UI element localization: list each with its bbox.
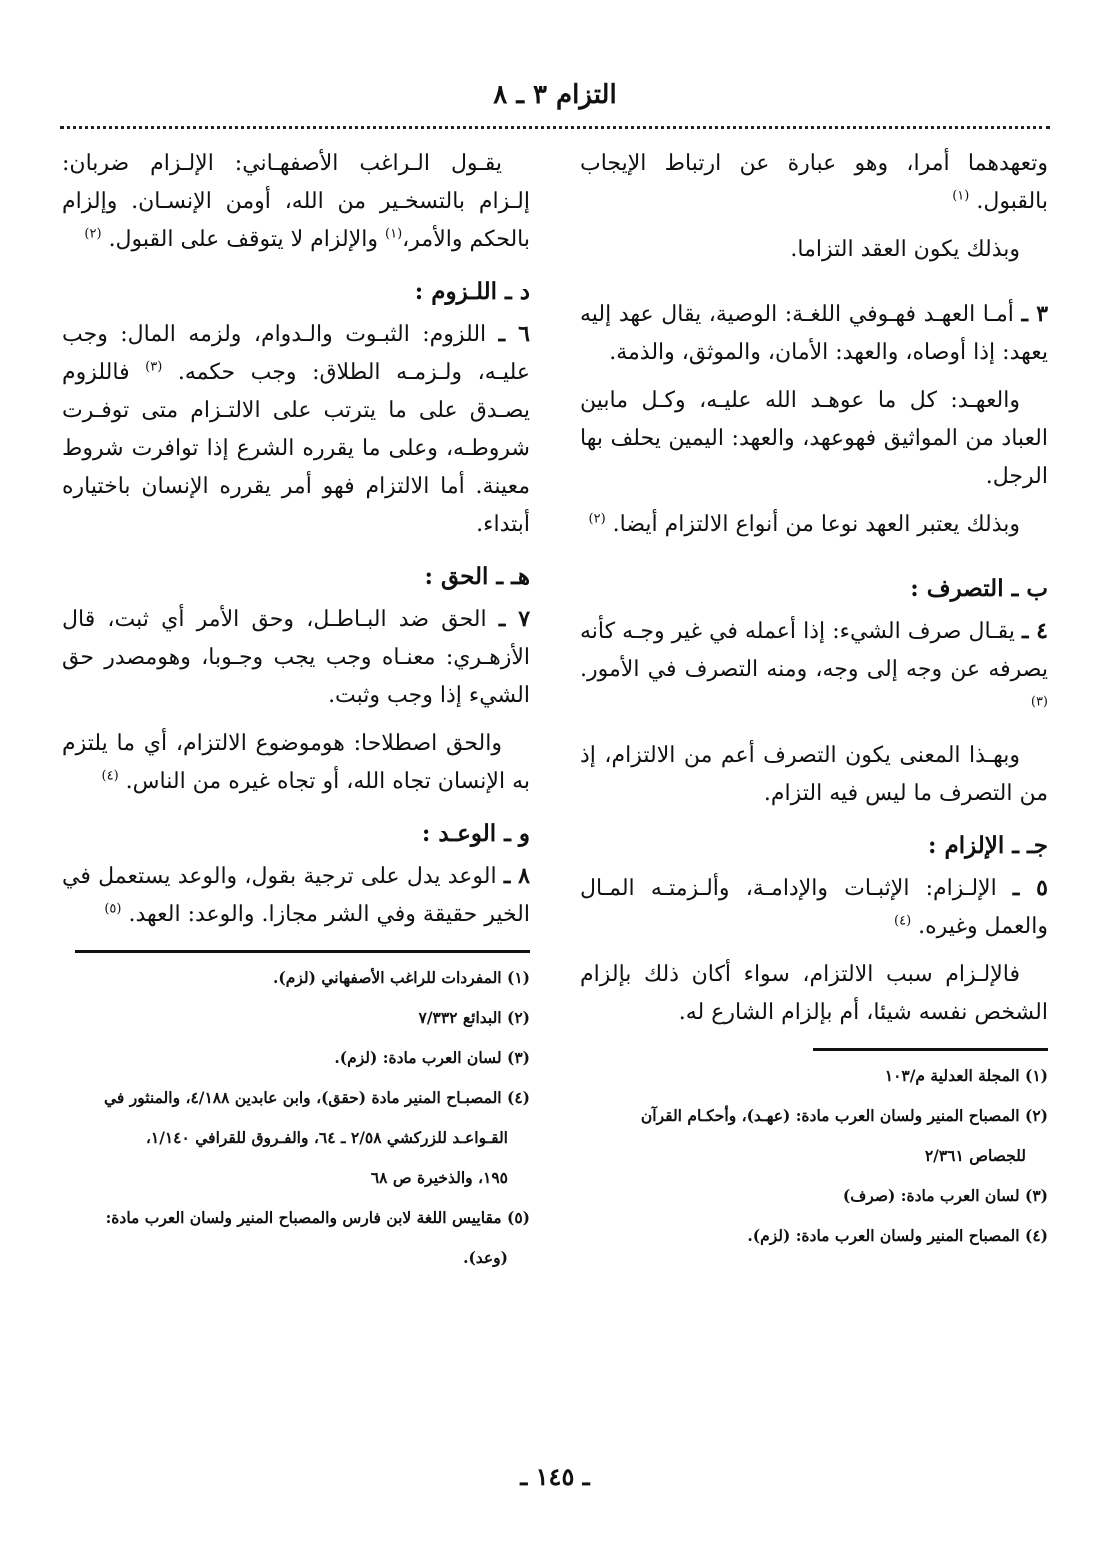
- paragraph-number: ٥ ـ: [1012, 875, 1048, 901]
- paragraph: ٤ ـ يقـال صرف الشيء: إذا أعمله في غير وجـه كأنه يصرفه عن وجه إلى وجه، ومنه التصرف في الأمور. $^{(٣)}$: [580, 618, 1048, 710]
- page-number: ـ ١٤٥ ـ: [520, 1462, 590, 1491]
- footnote: (٤) المصباح المنير ولسان العرب مادة: (لزم).: [747, 1226, 1048, 1245]
- footnote: (٣) لسان العرب مادة: (صرف): [842, 1186, 1048, 1205]
- left-column: [62, 145, 530, 1283]
- footnote-separator: [813, 1048, 1048, 1051]
- footnote-ref: (٣): [145, 359, 163, 375]
- paragraph-number: ٧ ـ: [498, 606, 531, 632]
- running-header: التزام ٣ ـ ٨: [493, 80, 617, 110]
- paragraph: وتعهدهما أمرا، وهو عبارة عن ارتباط الإيجاب بالقبول. $^{(١)}$: [580, 151, 1048, 214]
- section-heading: ب ـ التصرف :: [910, 575, 1048, 602]
- footnote: (٢) البدائع ٧/٣٣٢: [418, 1008, 530, 1027]
- paragraph: ٦ ـ اللزوم: الثبـوت والـدوام، ولزمه المال: وجب عليـه، ولـزمـه الطلاق: وجب حكمه. $^{(٣)}$ فاللزوم يصـدق على ما يترتب على الالتـزام متى توفـرت شروطـه، وعلى ما يقرره الشرع إذا توافرت شروط معينة. أما الالتزام فهو أمر يقرره الإنسان باختياره أبتداء.: [62, 321, 530, 537]
- section-heading: هـ ـ الحق :: [424, 563, 530, 590]
- paragraph-number: ٦ ـ: [498, 321, 530, 347]
- paragraph: فالإلـزام سبب الالتزام، سواء أكان ذلك بإلزام الشخص نفسه شيئا، أم بإلزام الشارع له.: [580, 962, 1048, 1025]
- footnote: (١) المفردات للراغب الأصفهاني (لزم).: [273, 968, 530, 987]
- paragraph: والعهـد: كل ما عوهـد الله عليـه، وكـل مابين العباد من المواثيق فهوعهد، والعهد: اليمين يحلف بها الرجل.: [580, 388, 1048, 489]
- header-dotted-rule: [60, 126, 1050, 129]
- paragraph: والحق اصطلاحا: هوموضوع الالتزام، أي ما يلتزم به الإنسان تجاه الله، أو تجاه غيره من الناس. $^{(٤)}$: [62, 731, 530, 794]
- paragraph: وبذلك يعتبر العهد نوعا من أنواع الالتزام أيضا. $^{(٢)}$: [588, 511, 1020, 537]
- footnote-continuation: القـواعـد للزركشي ٢/٥٨ ـ ٦٤، والفـروق للقرافي ١/١٤٠،: [145, 1128, 508, 1147]
- paragraph: ٨ ـ الوعد يدل على ترجية بقول، والوعد يستعمل في الخير حقيقة وفي الشر مجازا. والوعد: العهد. $^{(٥)}$: [62, 863, 530, 927]
- paragraph-number: ٣ ـ: [1021, 301, 1049, 327]
- paragraph-number: ٤ ـ: [1021, 618, 1048, 644]
- footnote-ref: (٤): [101, 768, 119, 784]
- footnote-continuation: للجصاص ٢/٣٦١: [924, 1146, 1026, 1165]
- footnote-continuation: ١٩٥، والذخيرة ص ٦٨: [370, 1168, 508, 1187]
- paragraph: وبذلك يكون العقد التزاما.: [790, 237, 1020, 262]
- footnote-ref: (١): [385, 226, 403, 242]
- paragraph: وبهـذا المعنى يكون التصرف أعم من الالتزام، إذ من التصرف ما ليس فيه التزام.: [580, 743, 1048, 806]
- paragraph: يقـول الـراغب الأصفهـاني: الإلـزام ضربان: إلـزام بالتسخـير من الله، أومن الإنسـان. وإلزام بالحكم والأمر،$^{(١)}$ والإلزام لا يتوقف على القبول. $^{(٢)}$: [62, 151, 530, 252]
- footnote: (٢) المصباح المنير ولسان العرب مادة: (عهـد)، وأحكـام القرآن: [640, 1106, 1048, 1125]
- paragraph: ٥ ـ الإلـزام: الإثبـات والإدامـة، وألـزمتـه المـال والعمل وغيره. $^{(٤)}$: [580, 875, 1048, 939]
- footnote-ref: (٤): [894, 913, 912, 929]
- footnote-continuation: (وعد).: [463, 1248, 508, 1267]
- right-column: [580, 145, 1048, 1261]
- footnote-ref: (٢): [84, 226, 102, 242]
- section-heading: و ـ الوعـد :: [421, 820, 530, 847]
- footnote-ref: (٣): [1030, 694, 1048, 710]
- footnote-ref: (١): [952, 188, 970, 204]
- footnote: (٣) لسان العرب مادة: (لزم).: [334, 1048, 530, 1067]
- paragraph-number: ٨ ـ: [503, 863, 530, 889]
- paragraph: ٧ ـ الحق ضد البـاطـل، وحق الأمر أي ثبت، قال الأزهـري: معنـاه وجب يجب وجـوبا، وهومصدر حق الشيء إذا وجب وثبت.: [62, 606, 531, 708]
- footnote-ref: (٥): [104, 901, 122, 917]
- section-heading: جـ ـ الإلزام :: [927, 832, 1048, 859]
- footnote: (١) المجلة العدلية م/١٠٣: [884, 1066, 1048, 1085]
- paragraph: ٣ ـ أمـا العهـد فهـوفي اللغـة: الوصية، يقال عهد إليه يعهد: إذا أوصاه، والعهد: الأمان، والموثق، والذمة.: [580, 301, 1049, 365]
- footnote: (٥) مقاييس اللغة لابن فارس والمصباح المنير ولسان العرب مادة:: [105, 1208, 530, 1227]
- section-heading: د ـ اللـزوم :: [414, 278, 530, 305]
- footnote-separator: [75, 950, 530, 953]
- footnote: (٤) المصبـاح المنير مادة (حقق)، وابن عابدين ٤/١٨٨، والمنثور في: [104, 1088, 530, 1107]
- footnote-ref: (٢): [588, 511, 606, 527]
